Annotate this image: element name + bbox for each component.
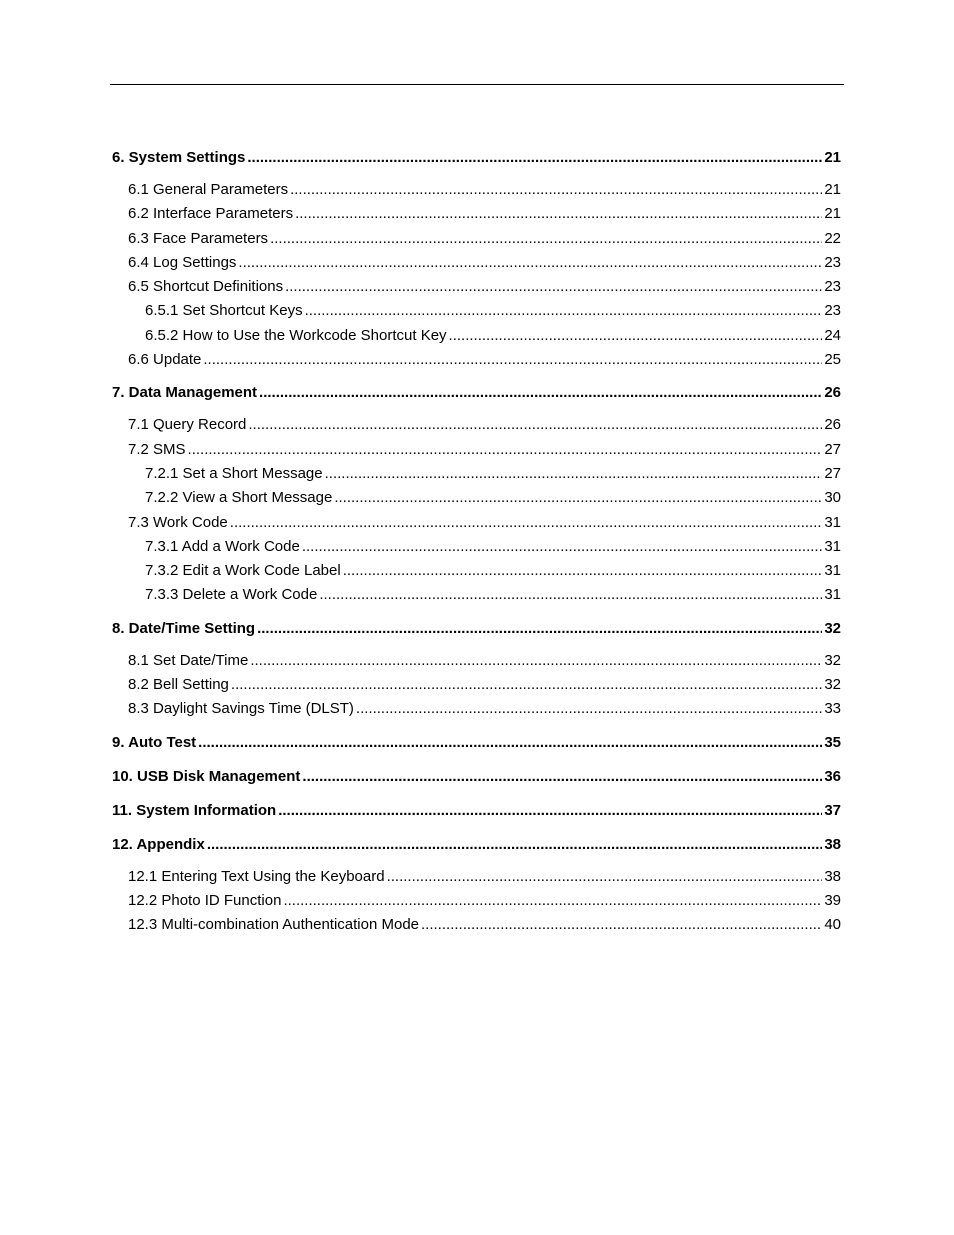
toc-entry[interactable] <box>112 275 841 299</box>
toc-entry-page-number: 23 <box>824 302 841 320</box>
toc-entry[interactable] <box>112 764 841 790</box>
toc-entry[interactable] <box>112 583 841 607</box>
toc-entry-title: 9. Auto Test <box>112 733 197 751</box>
toc-entry-page-number: 26 <box>824 384 841 402</box>
toc-entry-page-number: 31 <box>824 537 841 555</box>
toc-entry-title: 8. Date/Time Setting <box>112 619 256 637</box>
toc-dot-leader <box>325 462 823 486</box>
toc-entry[interactable] <box>112 673 841 697</box>
table-of-contents <box>112 145 841 938</box>
toc-entry-page-number: 30 <box>824 489 841 507</box>
toc-dot-leader <box>283 889 822 913</box>
toc-entry[interactable] <box>112 251 841 275</box>
toc-entry-page-number: 33 <box>824 700 841 718</box>
toc-entry-page-number: 21 <box>824 149 841 166</box>
toc-dot-leader <box>290 178 822 202</box>
toc-entry-page-number: 31 <box>824 586 841 604</box>
toc-dot-leader <box>198 730 822 756</box>
toc-entry[interactable] <box>112 616 841 642</box>
toc-entry-title: 6.4 Log Settings <box>128 253 237 271</box>
toc-entry-page-number: 22 <box>824 229 841 247</box>
toc-dot-leader <box>343 559 823 583</box>
toc-entry-title: 12. Appendix <box>112 835 205 853</box>
toc-entry[interactable] <box>112 730 841 756</box>
toc-entry[interactable] <box>112 913 841 937</box>
toc-entry-page-number: 21 <box>824 205 841 223</box>
toc-entry-page-number: 40 <box>824 916 841 934</box>
toc-entry-page-number: 38 <box>824 835 841 853</box>
toc-entry-page-number: 23 <box>824 253 841 271</box>
toc-entry[interactable] <box>112 324 841 348</box>
toc-entry[interactable] <box>112 438 841 462</box>
toc-entry-title: 7.2.2 View a Short Message <box>145 489 333 507</box>
toc-entry[interactable] <box>112 535 841 559</box>
toc-entry[interactable] <box>112 462 841 486</box>
toc-entry-title: 7.2 SMS <box>128 440 186 458</box>
header-rule <box>110 84 844 85</box>
toc-entry-title: 6. System Settings <box>112 149 246 166</box>
toc-entry[interactable] <box>112 202 841 226</box>
toc-entry-page-number: 36 <box>824 767 841 785</box>
toc-entry-title: 10. USB Disk Management <box>112 767 301 785</box>
toc-dot-leader <box>302 535 822 559</box>
toc-entry-title: 8.2 Bell Setting <box>128 676 229 694</box>
toc-entry-page-number: 21 <box>824 181 841 198</box>
toc-entry[interactable] <box>112 832 841 858</box>
toc-dot-leader <box>188 438 823 462</box>
toc-dot-leader <box>278 798 822 824</box>
toc-entry[interactable] <box>112 649 841 673</box>
toc-entry-page-number: 37 <box>824 801 841 819</box>
toc-entry-title: 8.1 Set Date/Time <box>128 651 249 669</box>
toc-entry-title: 6.6 Update <box>128 351 202 369</box>
toc-entry-title: 6.2 Interface Parameters <box>128 205 294 223</box>
toc-entry[interactable] <box>112 413 841 437</box>
toc-entry[interactable] <box>112 227 841 251</box>
toc-dot-leader <box>387 865 823 889</box>
toc-dot-leader <box>319 583 822 607</box>
toc-entry-page-number: 31 <box>824 513 841 531</box>
toc-entry-title: 6.5.1 Set Shortcut Keys <box>145 302 303 320</box>
toc-entry[interactable] <box>112 380 841 406</box>
toc-dot-leader <box>257 616 822 642</box>
toc-entry-title: 12.3 Multi-combination Authentication Mode <box>128 916 420 934</box>
toc-dot-leader <box>247 145 822 171</box>
toc-dot-leader <box>259 380 822 406</box>
toc-entry-title: 7.3.1 Add a Work Code <box>145 537 300 555</box>
toc-entry-page-number: 35 <box>824 733 841 751</box>
toc-dot-leader <box>285 275 822 299</box>
toc-dot-leader <box>302 764 822 790</box>
toc-entry-title: 6.5 Shortcut Definitions <box>128 278 284 296</box>
toc-entry-title: 7.3.2 Edit a Work Code Label <box>145 562 341 580</box>
toc-entry[interactable] <box>112 145 841 171</box>
toc-dot-leader <box>449 324 823 348</box>
toc-entry-title: 6.3 Face Parameters <box>128 229 269 247</box>
toc-entry-title: 8.3 Daylight Savings Time (DLST) <box>128 700 354 718</box>
toc-entry-page-number: 27 <box>824 464 841 482</box>
toc-entry[interactable] <box>112 348 841 372</box>
toc-entry[interactable] <box>112 511 841 535</box>
toc-entry[interactable] <box>112 798 841 824</box>
toc-entry-page-number: 27 <box>824 440 841 458</box>
toc-entry-title: 12.1 Entering Text Using the Keyboard <box>128 867 385 885</box>
toc-entry-title: 7. Data Management <box>112 384 258 402</box>
toc-entry-title: 11. System Information <box>112 801 277 819</box>
toc-entry-page-number: 32 <box>824 676 841 694</box>
toc-dot-leader <box>231 673 822 697</box>
toc-entry[interactable] <box>112 865 841 889</box>
toc-entry-page-number: 31 <box>824 562 841 580</box>
toc-entry-page-number: 38 <box>824 867 841 885</box>
toc-dot-leader <box>421 913 822 937</box>
toc-dot-leader <box>334 486 822 510</box>
toc-entry-title: 6.1 General Parameters <box>128 181 289 198</box>
toc-entry[interactable] <box>112 299 841 323</box>
toc-entry-page-number: 23 <box>824 278 841 296</box>
toc-dot-leader <box>238 251 822 275</box>
toc-entry-title: 7.2.1 Set a Short Message <box>145 464 323 482</box>
toc-dot-leader <box>295 202 822 226</box>
toc-entry[interactable] <box>112 889 841 913</box>
toc-dot-leader <box>230 511 823 535</box>
toc-entry[interactable] <box>112 559 841 583</box>
toc-entry-page-number: 32 <box>824 651 841 669</box>
toc-entry-title: 7.3.3 Delete a Work Code <box>145 586 318 604</box>
toc-entry-page-number: 32 <box>824 619 841 637</box>
toc-entry-page-number: 39 <box>824 891 841 909</box>
toc-dot-leader <box>203 348 822 372</box>
toc-entry[interactable] <box>112 697 841 721</box>
toc-entry-title: 7.3 Work Code <box>128 513 228 531</box>
toc-entry-page-number: 24 <box>824 326 841 344</box>
toc-entry[interactable] <box>112 178 841 202</box>
toc-dot-leader <box>305 299 823 323</box>
toc-dot-leader <box>248 413 822 437</box>
toc-entry-title: 6.5.2 How to Use the Workcode Shortcut Key <box>145 326 447 344</box>
toc-entry[interactable] <box>112 486 841 510</box>
toc-entry-title: 12.2 Photo ID Function <box>128 891 282 909</box>
toc-entry-title: 7.1 Query Record <box>128 416 247 434</box>
toc-entry-page-number: 26 <box>824 416 841 434</box>
toc-dot-leader <box>270 227 822 251</box>
toc-dot-leader <box>356 697 822 721</box>
toc-entry-page-number: 25 <box>824 351 841 369</box>
toc-dot-leader <box>207 832 823 858</box>
toc-dot-leader <box>250 649 822 673</box>
